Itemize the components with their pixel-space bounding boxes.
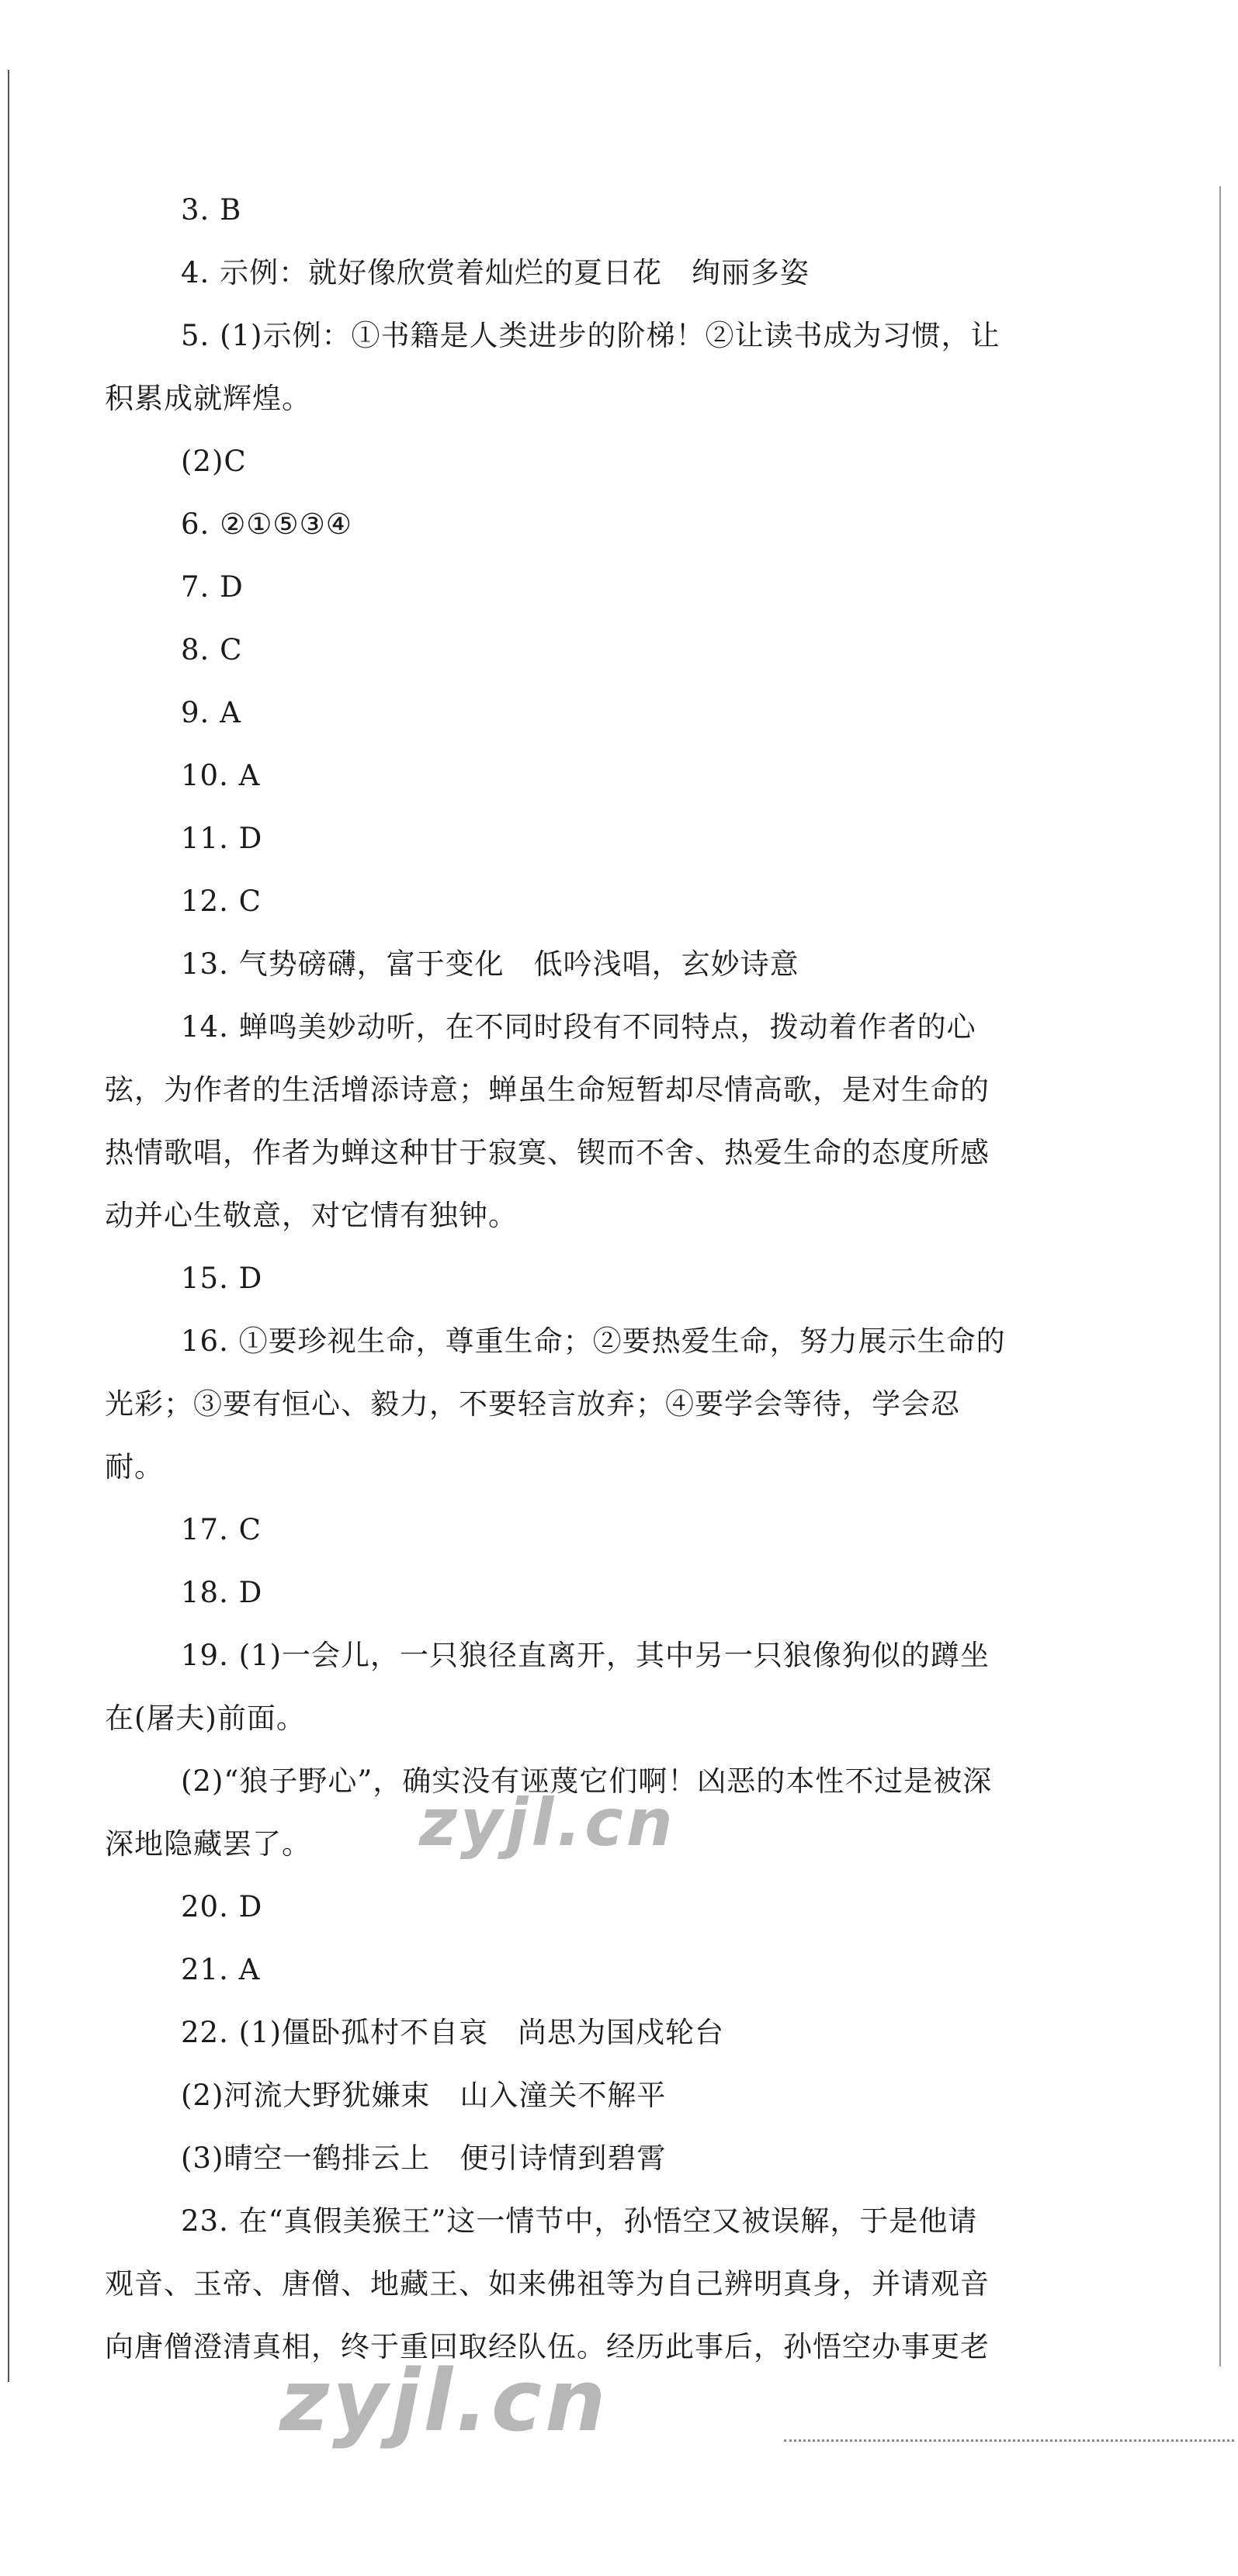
answer-line: 22. (1)僵卧孤村不自哀 尚思为国戍轮台	[181, 2016, 725, 2049]
answer-text	[105, 178, 1151, 2378]
answer-line: 15. D	[181, 1262, 263, 1295]
answer-line: 4. 示例：就好像欣赏着灿烂的夏日花 绚丽多姿	[181, 256, 810, 289]
answer-line: (2)河流大野犹嫌束 山入潼关不解平	[181, 2079, 667, 2112]
answer-line: 6. ②①⑤③④	[181, 507, 352, 541]
answer-line: 12. C	[181, 885, 262, 918]
answer-line: 9. A	[181, 696, 241, 729]
answer-line: 8. C	[181, 633, 243, 667]
watermark: zyjl.cn	[419, 1785, 676, 1861]
answer-line: 3. B	[181, 193, 242, 227]
answer-line: 23. 在“真假美猴王”这一情节中，孙悟空又被误解，于是他请	[181, 2204, 978, 2238]
left-binding-rule	[8, 70, 9, 2382]
answer-line: 耐。	[105, 1450, 164, 1484]
answer-line: (3)晴空一鹤排云上 便引诗情到碧霄	[181, 2141, 667, 2175]
answer-line: 在(屠夫)前面。	[105, 1702, 306, 1735]
answer-line: 7. D	[181, 570, 244, 604]
answer-line: 热情歌唱，作者为蝉这种甘于寂寞、锲而不舍、热爱生命的态度所感	[105, 1136, 990, 1169]
right-margin-rule	[1219, 186, 1221, 2367]
watermark: zyjl.cn	[279, 2351, 609, 2450]
answer-line: 光彩；③要有恒心、毅力，不要轻言放弃；④要学会等待，学会忍	[105, 1387, 960, 1421]
answer-line: 16. ①要珍视生命，尊重生命；②要热爱生命，努力展示生命的	[181, 1324, 1006, 1358]
answer-line: 14. 蝉鸣美妙动听，在不同时段有不同特点，拨动着作者的心	[181, 1010, 976, 1044]
answer-line: 向唐僧澄清真相，终于重回取经队伍。经历此事后，孙悟空办事更老	[105, 2330, 990, 2363]
answer-line: (2)C	[181, 445, 247, 478]
answer-line: 19. (1)一会儿，一只狼径直离开，其中另一只狼像狗似的蹲坐	[181, 1639, 990, 1672]
answer-line: 5. (1)示例：①书籍是人类进步的阶梯！②让读书成为习惯，让	[181, 319, 1000, 352]
answer-line: (2)“狼子野心”，确实没有诬蔑它们啊！凶恶的本性不过是被深	[181, 1764, 993, 1798]
answer-line: 18. D	[181, 1576, 263, 1609]
answer-line: 弦，为作者的生活增添诗意；蝉虽生命短暂却尽情高歌，是对生命的	[105, 1073, 990, 1106]
answer-line: 深地隐藏罢了。	[105, 1827, 311, 1861]
answer-line: 13. 气势磅礴，富于变化 低吟浅唱，玄妙诗意	[181, 947, 799, 981]
bottom-dotted-rule	[784, 2439, 1234, 2442]
answer-line: 10. A	[181, 759, 261, 792]
answer-line: 动并心生敬意，对它情有独钟。	[105, 1199, 518, 1232]
answer-line: 20. D	[181, 1890, 263, 1923]
answer-line: 观音、玉帝、唐僧、地藏王、如来佛祖等为自己辨明真身，并请观音	[105, 2267, 990, 2301]
answer-line: 17. C	[181, 1513, 262, 1546]
answer-line: 积累成就辉煌。	[105, 382, 311, 415]
answer-line: 21. A	[181, 1953, 261, 1986]
answer-line: 11. D	[181, 822, 263, 855]
